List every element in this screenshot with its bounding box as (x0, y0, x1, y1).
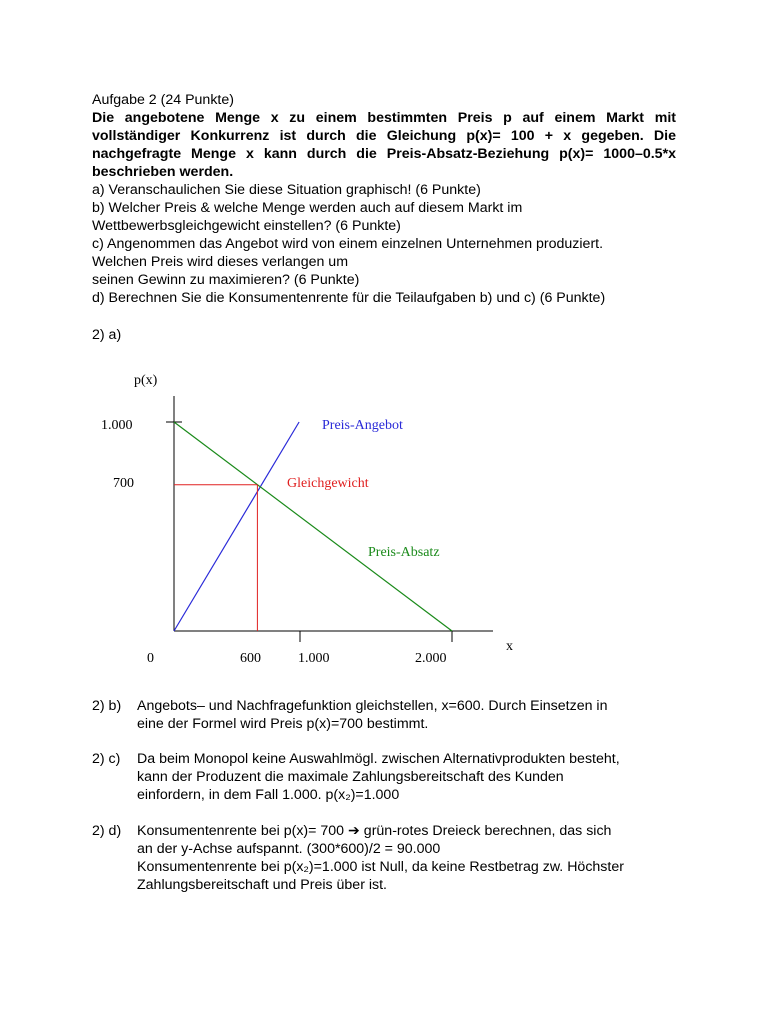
x-axis-label: x (506, 639, 513, 654)
section-2a-label: 2) a) (92, 327, 122, 343)
question-c-line-1: c) Angenommen das Angebot wird von einem einzelnen Unternehmen produziert. (92, 236, 604, 252)
question-c-line-2: Welchen Preis wird dieses verlangen um (92, 254, 349, 270)
task-intro-line-1: Die angebotene Menge x zu einem bestimmten Preis p auf einem Markt mit (92, 110, 676, 126)
answer-2b-line-1: Angebots– und Nachfragefunktion gleichstellen, x=600. Durch Einsetzen in (137, 698, 608, 714)
answer-2b-number: 2) b) (92, 698, 122, 714)
question-b-line-2: Wettbewerbsgleichgewicht einstellen? (6 Punkte) (92, 218, 401, 234)
answer-2c-text (137, 750, 697, 804)
task-intro-line-3: nachgefragte Menge x kann durch die Preis-Absatz-Beziehung p(x)= 1000–0.5*x (92, 146, 676, 162)
answer-2c-line-3: einfordern, in dem Fall 1.000. p(x₂)=1.000 (137, 787, 400, 803)
task-heading: Aufgabe 2 (24 Punkte) (92, 92, 234, 108)
answer-2d (92, 822, 692, 894)
answer-2c-line-1: Da beim Monopol keine Auswahlmögl. zwischen Alternativprodukten besteht, (137, 751, 620, 767)
answer-2d-number: 2) d) (92, 823, 122, 839)
answer-2b (92, 697, 692, 733)
answer-2d-line-4: Zahlungsbereitschaft und Preis über ist. (137, 877, 387, 893)
question-b-line-1: b) Welcher Preis & welche Menge werden auch auf diesem Markt im (92, 200, 523, 216)
x-tick-label-0: 0 (147, 651, 154, 666)
demand-label: Preis-Absatz (368, 545, 440, 560)
demand-line (174, 422, 452, 631)
answer-2d-text (137, 822, 697, 894)
y-axis-label: p(x) (134, 373, 158, 388)
answer-2d-line-1: Konsumentenrente bei p(x)= 700 ➔ grün-rotes Dreieck berechnen, das sich (137, 823, 612, 839)
x-tick-label-600: 600 (240, 651, 261, 666)
answer-2d-line-2: an der y-Achse aufspannt. (300*600)/2 = 90.000 (137, 841, 441, 857)
task-intro-line-4: beschrieben werden. (92, 164, 234, 180)
x-tick-label-2000: 2.000 (415, 651, 447, 666)
answer-2b-line-2: eine der Formel wird Preis p(x)=700 bestimmt. (137, 716, 429, 732)
y-tick-label-1000: 1.000 (101, 418, 133, 433)
task-intro-line-2: vollständiger Konkurrenz ist durch die Gleichung p(x)= 100 + x gegeben. Die (92, 128, 676, 144)
supply-label: Preis-Angebot (322, 418, 403, 433)
equilibrium-label: Gleichgewicht (287, 476, 369, 491)
answer-2c-line-2: kann der Produzent die maximale Zahlungsbereitschaft des Kunden (137, 769, 564, 785)
question-d: d) Berechnen Sie die Konsumentenrente für die Teilaufgaben b) und c) (6 Punkte) (92, 290, 606, 306)
answer-2d-line-3: Konsumentenrente bei p(x₂)=1.000 ist Null, da keine Restbetrag zw. Höchster (137, 859, 624, 875)
answer-2b-text (137, 697, 697, 733)
question-c-line-3: seinen Gewinn zu maximieren? (6 Punkte) (92, 272, 360, 288)
x-tick-label-1000: 1.000 (298, 651, 330, 666)
supply-line (174, 422, 299, 631)
answer-2c-number: 2) c) (92, 751, 121, 767)
y-tick-label-700: 700 (113, 476, 134, 491)
question-a: a) Veranschaulichen Sie diese Situation graphisch! (6 Punkte) (92, 182, 481, 198)
answer-2c (92, 750, 692, 804)
